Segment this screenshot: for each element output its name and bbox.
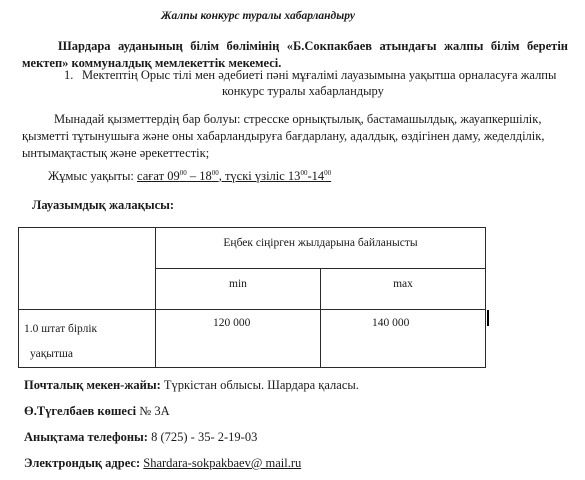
table-row-label — [19, 310, 156, 368]
table-row — [19, 228, 486, 269]
street-label: Ө.Түгелбаев көшесі — [24, 404, 137, 418]
vacancy-line-1: Мектептің Орыс тілі мен әдебиеті пәні мұғалімі лауазымына уақытша орналасуға жалпы — [82, 68, 557, 82]
min-salary-value: 120 000 — [213, 317, 251, 329]
table-header-cell — [156, 228, 486, 269]
temporary-label: уақытша — [30, 348, 74, 360]
list-item-number: 1. — [64, 68, 74, 82]
phone-info — [24, 430, 257, 445]
work-hours-label: Жұмыс уақыты: — [48, 169, 134, 183]
work-hours-value: сағат $09^{00} - 18^{00}$, түскі үзіліс $13^{00}-14^{00}$ — [137, 168, 332, 183]
email-label: Электрондық адрес: — [24, 456, 141, 470]
table-col-min — [156, 269, 321, 310]
table-cell-empty — [19, 228, 156, 310]
qualities-line-1: Мынадай қызметтердің бар болуы: стресске орнықтылық, бастамашылдық, жауапкершілік, — [54, 112, 542, 126]
salary-heading: Лауазымдық жалақысы: — [32, 198, 175, 212]
street-value: № 3А — [136, 404, 170, 418]
postal-address — [24, 378, 359, 393]
qualities-line-3: ынтымақтастық және әрекеттестік; — [22, 146, 210, 160]
max-salary-value: 140 000 — [372, 317, 410, 329]
min-salary-cell — [156, 310, 321, 368]
vacancy-line-2: конкурс туралы хабарландыру — [222, 84, 384, 98]
work-hours — [48, 169, 331, 184]
salary-table — [18, 227, 486, 368]
street-address — [24, 404, 170, 419]
min-label: min — [229, 278, 247, 290]
email-link[interactable]: Shardara-sokpakbaev@ mail.ru — [143, 456, 302, 470]
table-col-max — [321, 269, 486, 310]
org-line-2: мектеп» коммуналдық мемлекеттік мекемесі. — [22, 56, 282, 70]
address-value: Түркістан облысы. Шардара қаласы. — [160, 378, 359, 392]
organization-name — [22, 38, 568, 72]
email-info — [24, 456, 301, 471]
table-row — [19, 310, 486, 368]
org-line-1: Шардара ауданының білім бөлімінің «Б.Сокпакбаев атындағы жалпы білім беретін — [58, 39, 568, 53]
phone-value: 8 (725) - 35- 2-19-03 — [147, 430, 258, 444]
qualities-line-2: қызметті тұтынушыға және оны хабарландыруға бағдарлану, адалдық, өздігінен даму, жеделділік, — [22, 129, 545, 143]
phone-label: Анықтама телефоны: — [24, 430, 148, 444]
document-title: Жалпы конкурс туралы хабарландыру — [161, 10, 355, 22]
max-salary-cell — [321, 310, 486, 368]
staff-unit-label: 1.0 штат бірлік — [24, 323, 98, 335]
text-cursor — [487, 310, 489, 326]
table-header-label: Еңбек сіңірген жылдарына байланысты — [223, 237, 418, 249]
max-label: max — [393, 278, 413, 290]
address-label: Почталық мекен-жайы: — [24, 378, 161, 392]
